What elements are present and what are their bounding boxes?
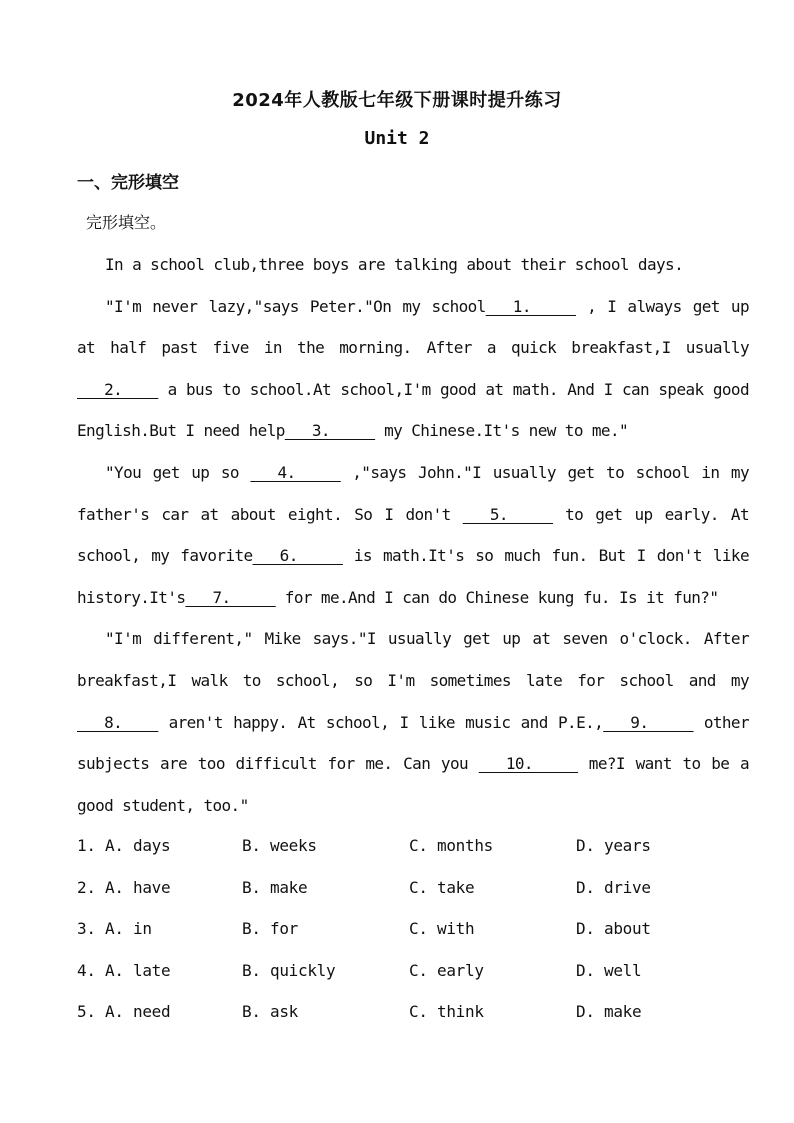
passage-paragraph-2 [77, 286, 749, 452]
option-c: C. with [409, 919, 475, 938]
question-number-option-a: 1. A. days [77, 836, 171, 855]
option-d: D. well [576, 960, 642, 980]
passage-text: is math.It's so much fun. But I don't like history.It's [77, 546, 749, 607]
option-c: C. months [409, 836, 493, 855]
blank-8: ___8. [77, 712, 159, 732]
question-number-option-a: 5. A. need [77, 1002, 171, 1021]
cloze-passage [77, 244, 749, 826]
passage-text: "I'm never lazy,"says Peter."On my school [105, 296, 486, 316]
question-row [77, 992, 749, 1034]
option-d: D. drive [576, 877, 651, 897]
option-c: C. think [409, 1002, 484, 1021]
question-number-option-a: 4. A. late [77, 960, 171, 980]
blank-7: 7. [185, 587, 276, 607]
question-row [77, 868, 749, 910]
blank-3: 3. [284, 421, 376, 441]
blank-10: 10. [478, 754, 579, 774]
option-d: D. make [576, 1002, 642, 1021]
passage-text: to get up early. At school, my favorite [77, 504, 749, 566]
passage-text: other subjects are too difficult for me. Can you [77, 712, 750, 774]
option-d: D. years [576, 836, 651, 855]
option-d: D. about [576, 919, 651, 938]
passage-text: a bus to school.At school,I'm good at math. And I can speak good English.But I need help [77, 379, 749, 441]
question-row [77, 951, 749, 993]
passage-text: me?I want to be a good student, too." [77, 754, 749, 815]
option-c: C. early [409, 960, 484, 980]
question-row [77, 909, 749, 951]
unit-subtitle: Unit 2 [364, 128, 430, 149]
section-heading: 一、完形填空 [77, 173, 179, 193]
blank-5: 5. [462, 504, 554, 524]
passage-text: for me.And I can do Chinese kung fu. Is it fun?" [275, 587, 719, 607]
passage-paragraph-4 [77, 618, 749, 826]
passage-text: "You get up so [105, 462, 251, 482]
blank-9: 9. [603, 712, 694, 732]
option-b: B. for [242, 919, 298, 938]
passage-paragraph-3 [77, 452, 749, 618]
question-options [77, 826, 749, 1034]
question-number-option-a: 3. A. in [77, 919, 152, 938]
option-b: B. weeks [242, 836, 317, 855]
question-row [77, 826, 749, 868]
passage-text: "I'm different," Mike says."I usually get up at seven o'clock. After breakfast,I walk to school, so I'm sometimes late for school and my [77, 629, 749, 690]
passage-text: ,"says John."I usually get to school in my father's car at about eight. So I don't [77, 462, 749, 524]
passage-text: my Chinese.It's new to me." [375, 421, 629, 441]
blank-4: 4. [250, 462, 341, 482]
option-b: B. ask [242, 1002, 298, 1021]
instruction-text: 完形填空。 [86, 213, 167, 232]
passage-text: , I always get up at half past five in the morning. After a quick breakfast,I usually [77, 296, 749, 358]
blank-6: 6. [252, 546, 343, 566]
passage-text: aren't happy. At school, I like music and P.E., [158, 712, 604, 732]
blank-1: 1. [485, 296, 577, 316]
blank-2: ___2. [77, 379, 159, 399]
option-b: B. make [242, 877, 308, 897]
option-c: C. take [409, 877, 475, 897]
option-b: B. quickly [242, 960, 336, 980]
page-title: 2024年人教版七年级下册课时提升练习 [232, 90, 562, 111]
question-number-option-a: 2. A. have [77, 877, 171, 897]
passage-paragraph-1: In a school club,three boys are talking about their school days. [105, 255, 684, 274]
